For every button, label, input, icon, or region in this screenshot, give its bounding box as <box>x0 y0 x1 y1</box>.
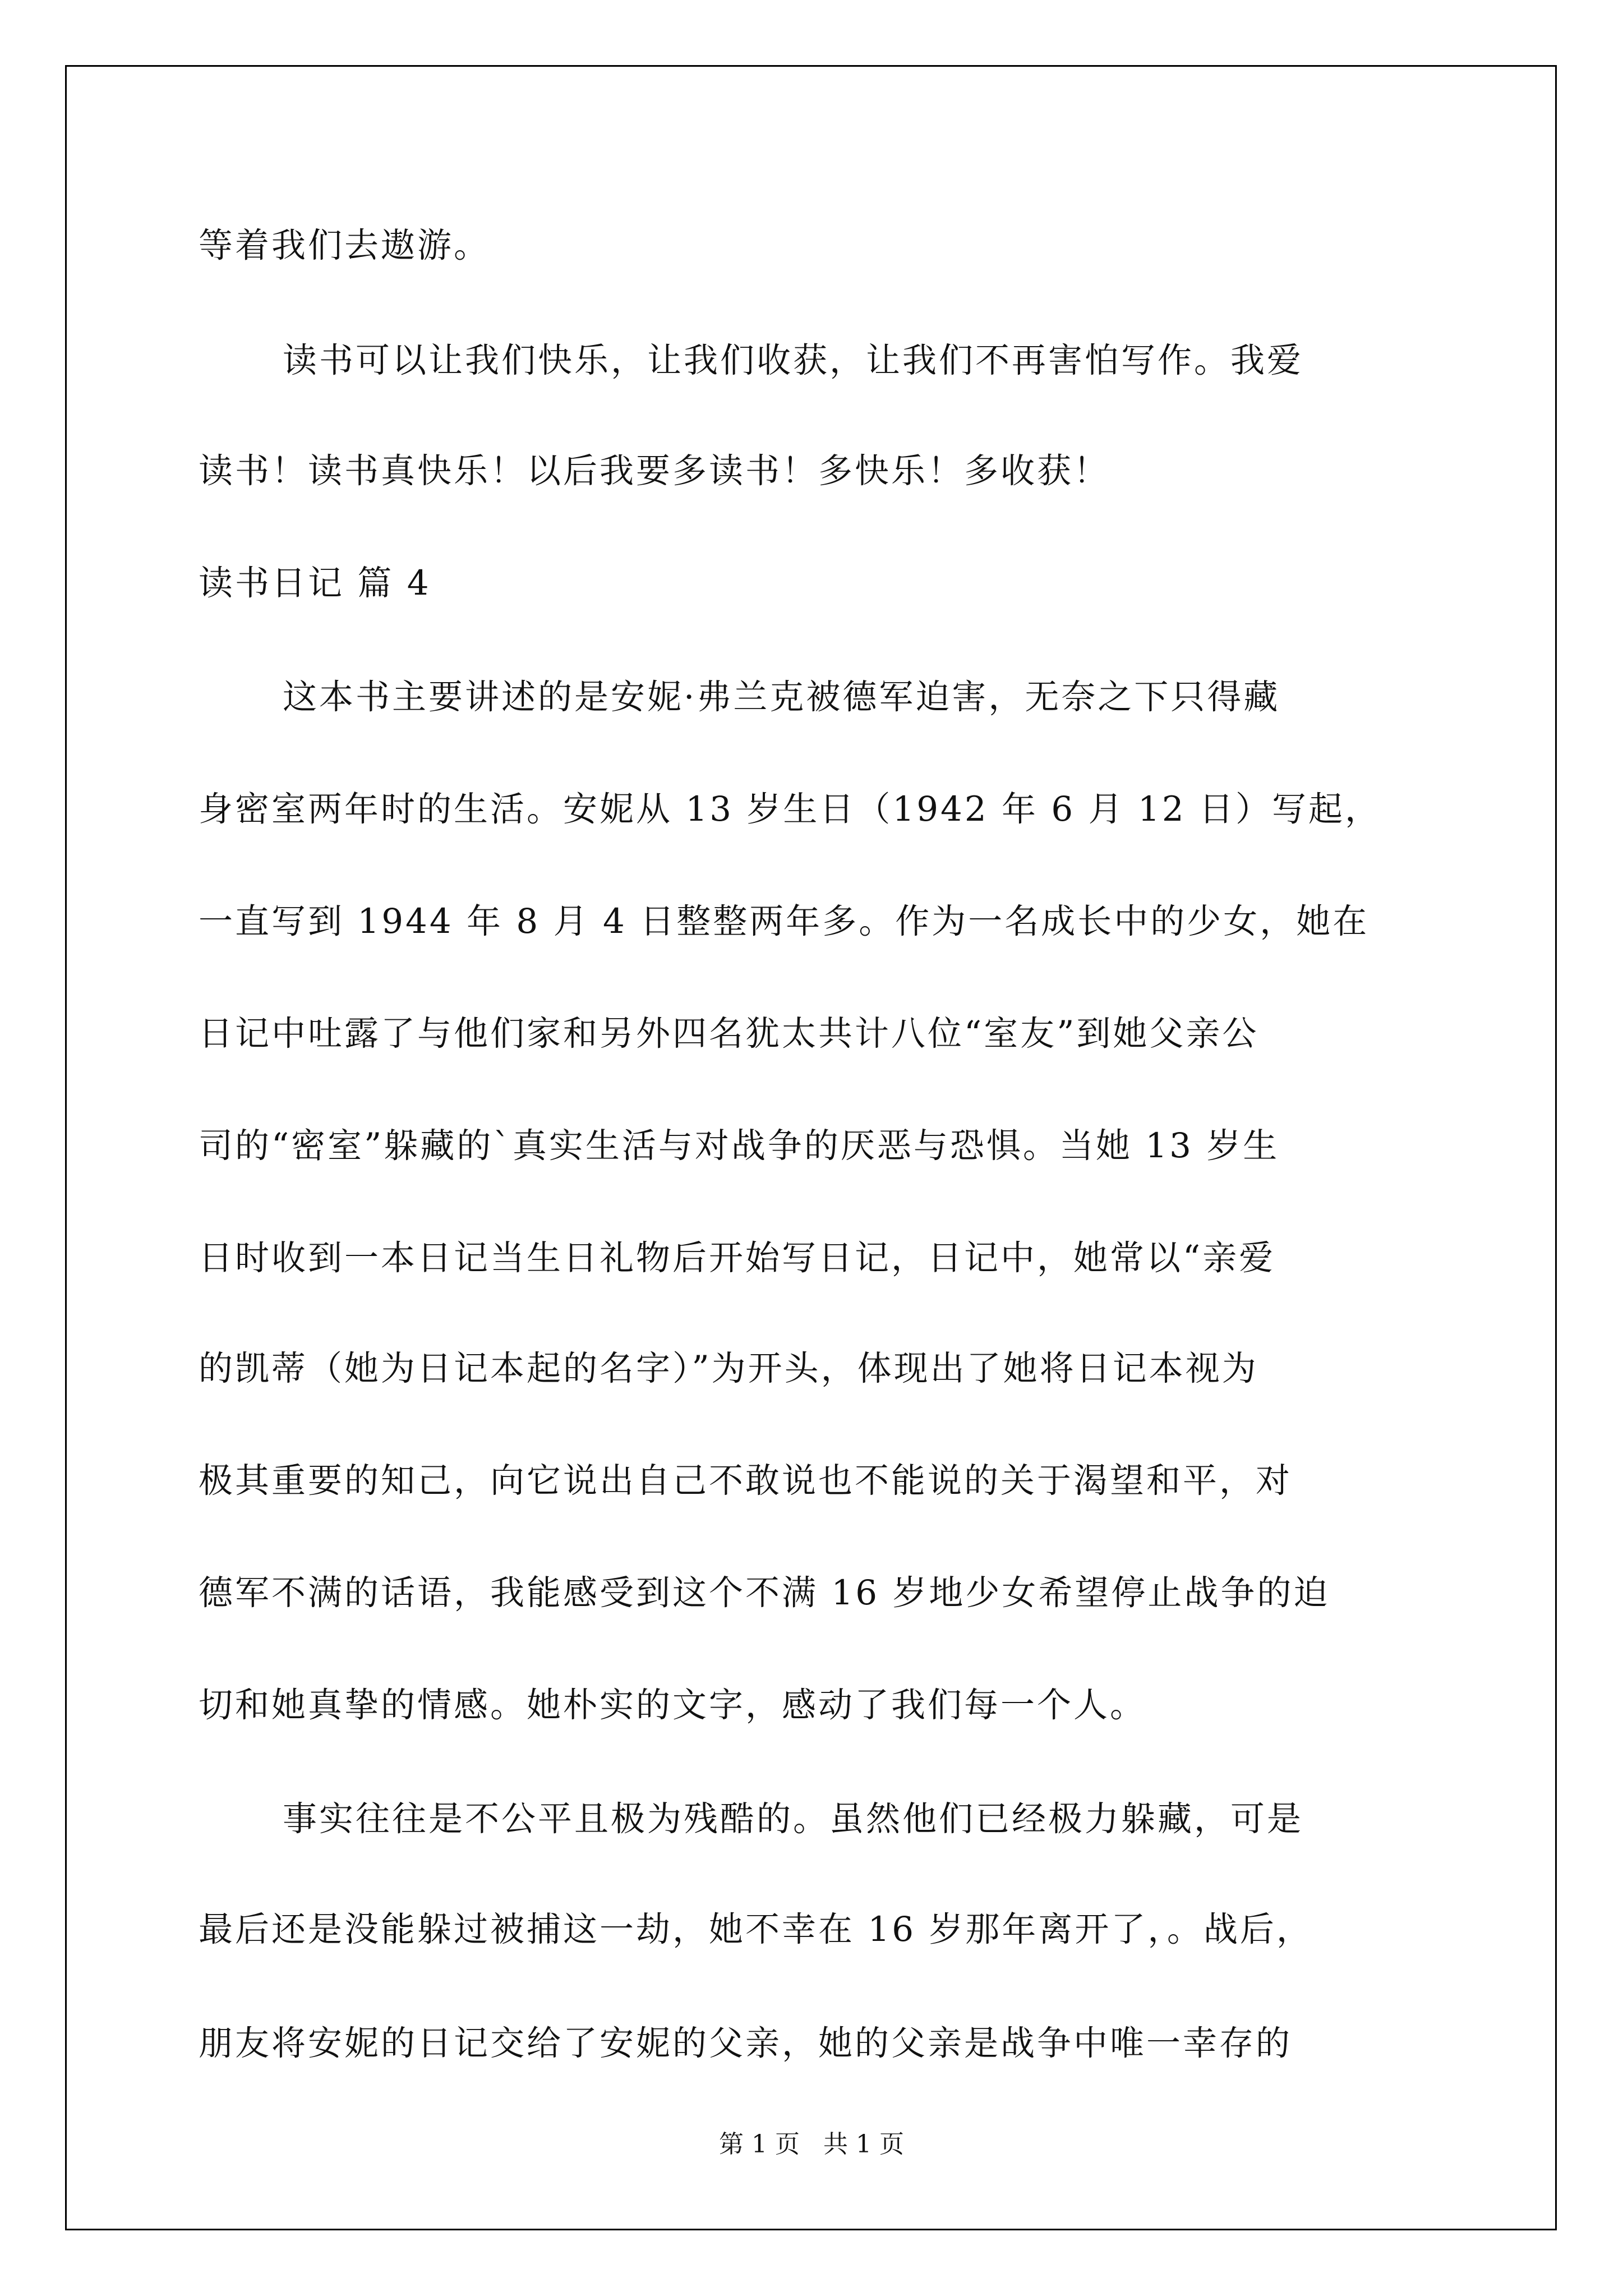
paragraph-line: 读书可以让我们快乐，让我们收获，让我们不再害怕写作。我爱 <box>283 341 1304 380</box>
paragraph-line: 事实往往是不公平且极为残酷的。虽然他们已经极力躲藏，可是 <box>283 1799 1304 1839</box>
paragraph-line: 德军不满的话语，我能感受到这个不满 16 岁地少女希望停止战争的迫 <box>199 1573 1330 1613</box>
paragraph-line: 司的“密室”躲藏的`真实生活与对战争的厌恶与恐惧。当她 13 岁生 <box>199 1126 1280 1166</box>
paragraph-line: 一直写到 1944 年 8 月 4 日整整两年多。作为一名成长中的少女，她在 <box>199 901 1370 941</box>
page-footer: 第 1 页 共 1 页 <box>719 2130 904 2159</box>
paragraph-line: 朋友将安妮的日记交给了安妮的父亲，她的父亲是战争中唯一幸存的 <box>199 2023 1293 2063</box>
paragraph-line: 的凯蒂（她为日记本起的名字）”为开头，体现出了她将日记本视为 <box>199 1349 1258 1388</box>
paragraph-line: 最后还是没能躲过被捕这一劫，她不幸在 16 岁那年离开了，。战后， <box>199 1910 1313 1949</box>
paragraph-line: 日时收到一本日记当生日礼物后开始写日记，日记中，她常以“亲爱 <box>199 1238 1276 1278</box>
paragraph-line: 日记中吐露了与他们家和另外四名犹太共计八位“室友”到她父亲公 <box>199 1014 1259 1053</box>
paragraph-line: 身密室两年时的生活。安妮从 13 岁生日（1942 年 6 月 12 日）写起， <box>199 789 1382 829</box>
section-heading: 读书日记 篇 4 <box>199 563 431 603</box>
paragraph-line: 这本书主要讲述的是安妮·弗兰克被德军迫害，无奈之下只得藏 <box>283 677 1280 717</box>
paragraph-line: 读书！读书真快乐！以后我要多读书！多快乐！多收获！ <box>199 451 1110 491</box>
paragraph-line: 等着我们去遨游。 <box>199 226 491 265</box>
paragraph-line: 极其重要的知己，向它说出自己不敢说也不能说的关于渴望和平，对 <box>199 1461 1293 1501</box>
paragraph-line: 切和她真挚的情感。她朴实的文字，感动了我们每一个人。 <box>199 1685 1147 1725</box>
